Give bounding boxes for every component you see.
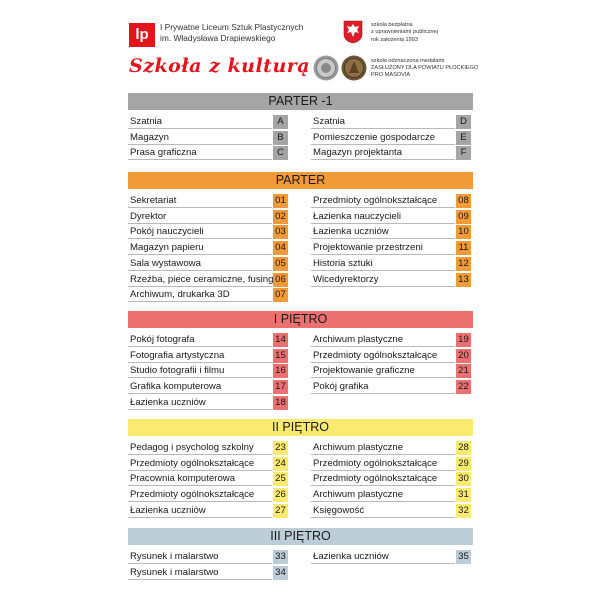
medal-icon [313,55,339,81]
room-name: Archiwum plastyczne [313,489,404,501]
room-divider [128,393,272,394]
room-divider [311,346,455,347]
room-divider [128,238,272,239]
room-number: B [273,131,288,145]
room-row [311,380,471,394]
room-number: 28 [456,441,471,455]
room-row [128,288,288,302]
room-name: Magazyn projektanta [313,147,403,159]
floor-section [128,172,473,301]
floor-section [128,311,473,408]
room-divider [311,207,455,208]
header [0,0,600,90]
room-row [128,257,288,271]
school-awards [371,58,478,80]
room-number: 02 [273,210,288,224]
room-row [311,241,471,255]
room-number: 07 [273,288,288,302]
award-line2: ZASŁUŻONY DLA POWIATU PŁOCKIEGO [371,65,479,72]
floor-section [128,419,473,516]
room-name: Przedmioty ogólnokształcące [130,489,255,501]
room-name: Pedagog i psycholog szkolny [130,442,254,453]
room-name: Szatnia [130,116,162,127]
room-divider [128,485,272,486]
room-number: 13 [456,273,471,287]
status-line2: z uprawnieniami publicznej [371,29,438,36]
status-line1: szkoła bezpłatna [371,22,413,28]
room-row [128,194,288,208]
room-name: Sala wystawowa [130,257,201,269]
room-number: 19 [456,333,471,347]
room-name: Historia sztuki [313,257,373,269]
room-name: Łazienka uczniów [130,396,206,408]
room-row [128,225,288,239]
room-name: Pokój nauczycieli [130,226,204,238]
room-number: 33 [273,550,288,564]
room-number: 05 [273,257,288,271]
room-divider [311,393,455,394]
room-name: Pracownia komputerowa [130,473,236,485]
room-divider [128,207,272,208]
room-row [311,225,471,239]
room-divider [128,501,272,502]
room-number: 17 [273,380,288,394]
room-number: 16 [273,364,288,378]
school-name [160,22,303,44]
room-divider [311,254,455,255]
room-divider [128,362,272,363]
room-name: Wicedyrektorzy [313,273,379,285]
room-row [311,273,471,287]
room-divider [128,128,272,129]
room-divider [128,159,272,160]
status-line3: rok założenia 1993 [371,36,418,43]
room-divider [128,254,272,255]
room-name: Księgowość [313,504,365,516]
medal-icon [341,55,367,81]
room-row [311,349,471,363]
room-divider [128,270,272,271]
room-row [311,210,471,224]
room-name: Archiwum plastyczne [313,334,404,345]
room-number: 04 [273,241,288,255]
room-divider [128,144,272,145]
floor-title: II PIĘTRO [128,419,473,436]
room-number: 34 [273,566,288,580]
room-row [311,131,471,145]
room-row [128,396,288,410]
room-divider [311,223,455,224]
room-name: Łazienka uczniów [313,551,389,562]
room-row [128,210,288,224]
room-number: 25 [273,472,288,486]
room-row [128,380,288,394]
room-row [128,566,288,580]
school-status [371,22,438,44]
room-name: Magazyn [130,131,169,143]
room-divider [311,286,455,287]
room-number: 30 [456,472,471,486]
room-row [128,441,288,455]
room-number: C [273,146,288,160]
room-divider [128,377,272,378]
room-number: 01 [273,194,288,208]
room-name: Przedmioty ogólnokształcące [313,457,438,469]
award-line1: szkoła odznaczona medalami [371,58,445,64]
room-divider [128,563,272,564]
room-number: 11 [456,241,471,255]
award-line3: PRO MASOVIA [371,72,411,79]
school-name-line2: im. Władysława Drapiewskiego [160,33,276,43]
room-name: Przedmioty ogólnokształcące [313,473,438,485]
room-number: F [456,146,471,160]
room-divider [128,517,272,518]
room-name: Pokój grafika [313,381,369,393]
room-name: Szatnia [313,116,345,127]
room-row [128,146,288,160]
floor-section [128,93,473,159]
room-number: 18 [273,396,288,410]
room-divider [128,301,272,302]
room-divider [128,346,272,347]
room-name: Łazienka uczniów [130,504,206,516]
room-name: Archiwum plastyczne [313,442,404,453]
room-row [311,488,471,502]
room-divider [311,159,455,160]
floor-title: III PIĘTRO [128,528,473,545]
room-number: 24 [273,457,288,471]
room-name: Łazienka uczniów [313,226,389,238]
room-number: 15 [273,349,288,363]
room-divider [128,286,272,287]
room-row [128,457,288,471]
room-number: 12 [456,257,471,271]
room-divider [311,238,455,239]
room-name: Rzeźba, piece ceramiczne, fusing [130,273,274,285]
room-number: 32 [456,504,471,518]
room-divider [311,563,455,564]
floor-title: PARTER [128,172,473,189]
room-row [311,504,471,518]
room-row [311,364,471,378]
room-number: D [456,115,471,129]
floor-title: I PIĘTRO [128,311,473,328]
room-divider [311,362,455,363]
room-number: 10 [456,225,471,239]
room-row [311,550,471,564]
room-number: 14 [273,333,288,347]
room-name: Pomieszczenie gospodarcze [313,131,436,143]
room-number: 31 [456,488,471,502]
room-number: 06 [273,273,288,287]
room-number: 26 [273,488,288,502]
room-row [311,115,471,129]
room-name: Przedmioty ogólnokształcące [313,195,438,206]
room-name: Sekretariat [130,195,177,206]
school-name-line1: I Prywatne Liceum Sztuk Plastycznych [160,22,304,32]
room-number: 29 [456,457,471,471]
room-divider [311,128,455,129]
polish-eagle-emblem-icon [343,20,363,44]
room-row [128,488,288,502]
room-divider [311,517,455,518]
room-name: Łazienka nauczycieli [313,210,401,222]
room-name: Archiwum, drukarka 3D [130,289,230,301]
room-row [128,115,288,129]
room-divider [128,454,272,455]
room-row [311,472,471,486]
room-divider [311,377,455,378]
room-number: 08 [456,194,471,208]
room-row [128,273,288,287]
room-divider [311,454,455,455]
slogan: Szkoła z kulturą [129,55,311,77]
room-number: 09 [456,210,471,224]
room-row [128,472,288,486]
room-divider [128,223,272,224]
room-row [311,333,471,347]
room-divider [128,409,272,410]
room-name: Rysunek i malarstwo [130,566,219,578]
school-logo: lp [129,23,155,47]
room-divider [311,270,455,271]
room-divider [128,579,272,580]
room-name: Grafika komputerowa [130,381,222,393]
room-number: 27 [273,504,288,518]
room-row [311,146,471,160]
room-name: Magazyn papieru [130,242,204,254]
room-divider [311,485,455,486]
room-name: Studio fotografii i filmu [130,365,225,377]
room-divider [311,470,455,471]
room-name: Dyrektor [130,210,167,222]
room-name: Fotografia artystyczna [130,349,225,361]
floor-title: PARTER -1 [128,93,473,110]
room-number: E [456,131,471,145]
room-divider [311,144,455,145]
room-divider [311,501,455,502]
room-row [311,257,471,271]
room-row [128,504,288,518]
room-number: 03 [273,225,288,239]
room-name: Projektowanie przestrzeni [313,242,423,254]
room-row [311,457,471,471]
room-row [128,333,288,347]
room-row [128,349,288,363]
room-number: 20 [456,349,471,363]
room-row [128,364,288,378]
room-number: 23 [273,441,288,455]
room-number: A [273,115,288,129]
room-row [311,441,471,455]
floor-section [128,528,473,578]
room-number: 35 [456,550,471,564]
room-name: Przedmioty ogólnokształcące [313,349,438,361]
room-row [311,194,471,208]
room-row [128,550,288,564]
room-row [128,241,288,255]
room-divider [128,470,272,471]
room-name: Prasa graficzna [130,147,197,159]
room-name: Przedmioty ogólnokształcące [130,457,255,469]
room-number: 22 [456,380,471,394]
room-number: 21 [456,364,471,378]
room-name: Rysunek i malarstwo [130,551,219,562]
room-name: Pokój fotografa [130,334,195,345]
room-name: Projektowanie graficzne [313,365,415,377]
room-row [128,131,288,145]
